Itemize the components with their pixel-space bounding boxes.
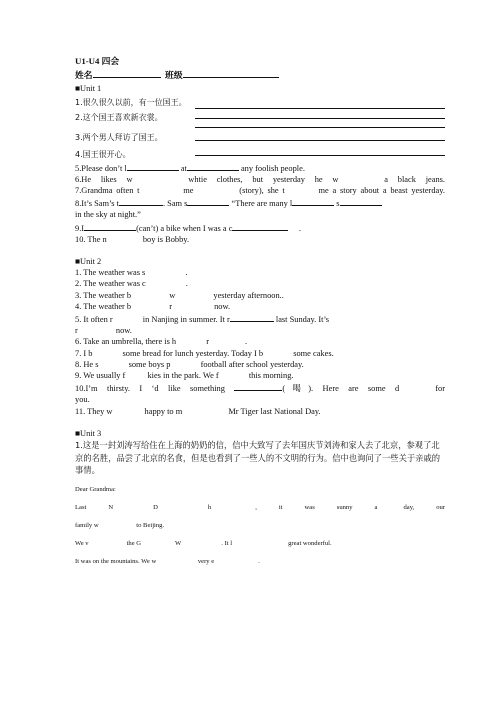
unit2-q10-cont: you. [75,395,90,405]
letter-line-4: It was on the mountains. We w very e . [75,557,260,565]
letter-line-3: We v the G W . It l great wonderful. [75,539,332,547]
answer-line-2[interactable] [195,118,445,119]
class-label: 班级 [165,70,183,81]
answer-line-4[interactable] [195,140,445,141]
unit3-heading: ■Unit 3 [75,428,102,438]
class-blank[interactable] [183,68,279,78]
unit2-q2: 2. The weather was c . [75,279,188,289]
unit2-q3: 3. The weather b w yesterday afternoon.. [75,290,284,300]
name-class-line [75,68,445,81]
unit1-q10: 10. The n boy is Bobby. [75,234,190,244]
unit1-cn-4: 4.国王很开心。 [75,149,131,159]
unit2-q9: 9. We usually f kies in the park. We f this morning. [75,371,294,381]
unit2-q10: 10.I’m thirsty. I ‘d like something (喝). Here are some d for [75,381,445,394]
worksheet-page [75,56,445,567]
unit2-q7: 7. I b some bread for lunch yesterday. Today I b some cakes. [75,348,334,358]
unit1-q6: 6.He likes w whtie clothes, but yesterday he w a black jeans. [75,174,446,184]
unit1-heading: ■Unit 1 [75,84,102,94]
answer-line-5[interactable] [195,155,445,156]
unit3-intro: 1.这是一封刘涛写给住在上海的奶奶的信，信中大致写了去年国庆节刘涛和家人去了北京，参观了北京的名胜，品尝了北京的名食，但是也看到了一些人的不文明的行为。信中也询问了一些关于亲戚的事情。 [75,440,441,476]
unit2-q5: 5. It often r in Nanjing in summer. It r last Sunday. It’s [75,312,445,325]
unit2-q5-cont: r now. [75,326,132,336]
answer-line-1[interactable] [195,108,445,109]
unit2-q4: 4. The weather b r now. [75,301,231,311]
answer-line-3[interactable] [195,127,445,128]
unit2-heading: ■Unit 2 [75,257,102,267]
letter-greeting: Dear Grandma: [75,485,116,493]
unit2-q1: 1. The weather was s . [75,268,188,278]
name-blank[interactable] [93,68,161,78]
unit1-q9: 9.I (can’t) a bike when I was a c . [75,221,445,234]
unit1-q7: 7.Grandma often t me (story), she t me a story about a beast yesterday. [75,186,445,196]
unit1-cn-2: 2.这个国王喜欢新衣裳。 [75,112,163,122]
worksheet-title: U1-U4 四会 [75,56,120,66]
unit1-q8: 8.It’s Sam’s t . Sam s “There are many l s [75,196,445,209]
unit1-cn-3: 3.两个男人拜访了国王。 [75,132,163,142]
unit2-q11: 11. They w happy to m Mr Tiger last National Day. [75,406,321,416]
name-label: 姓名 [75,70,93,81]
unit2-q8: 8. He s some boys p football after school yesterday. [75,359,304,369]
unit1-q8-cont: in the sky at night.” [75,210,141,220]
unit2-q6: 6. Take an umbrella, there is h r . [75,337,248,347]
unit1-q5: 5.Please don’t l at any foolish people. [75,161,445,174]
letter-line-1: Last N D h , it was sunny a day, our [75,503,446,511]
letter-line-2: family w to Beijing. [75,521,165,529]
unit1-cn-1: 1.很久很久以前，有一位国王。 [75,97,187,107]
